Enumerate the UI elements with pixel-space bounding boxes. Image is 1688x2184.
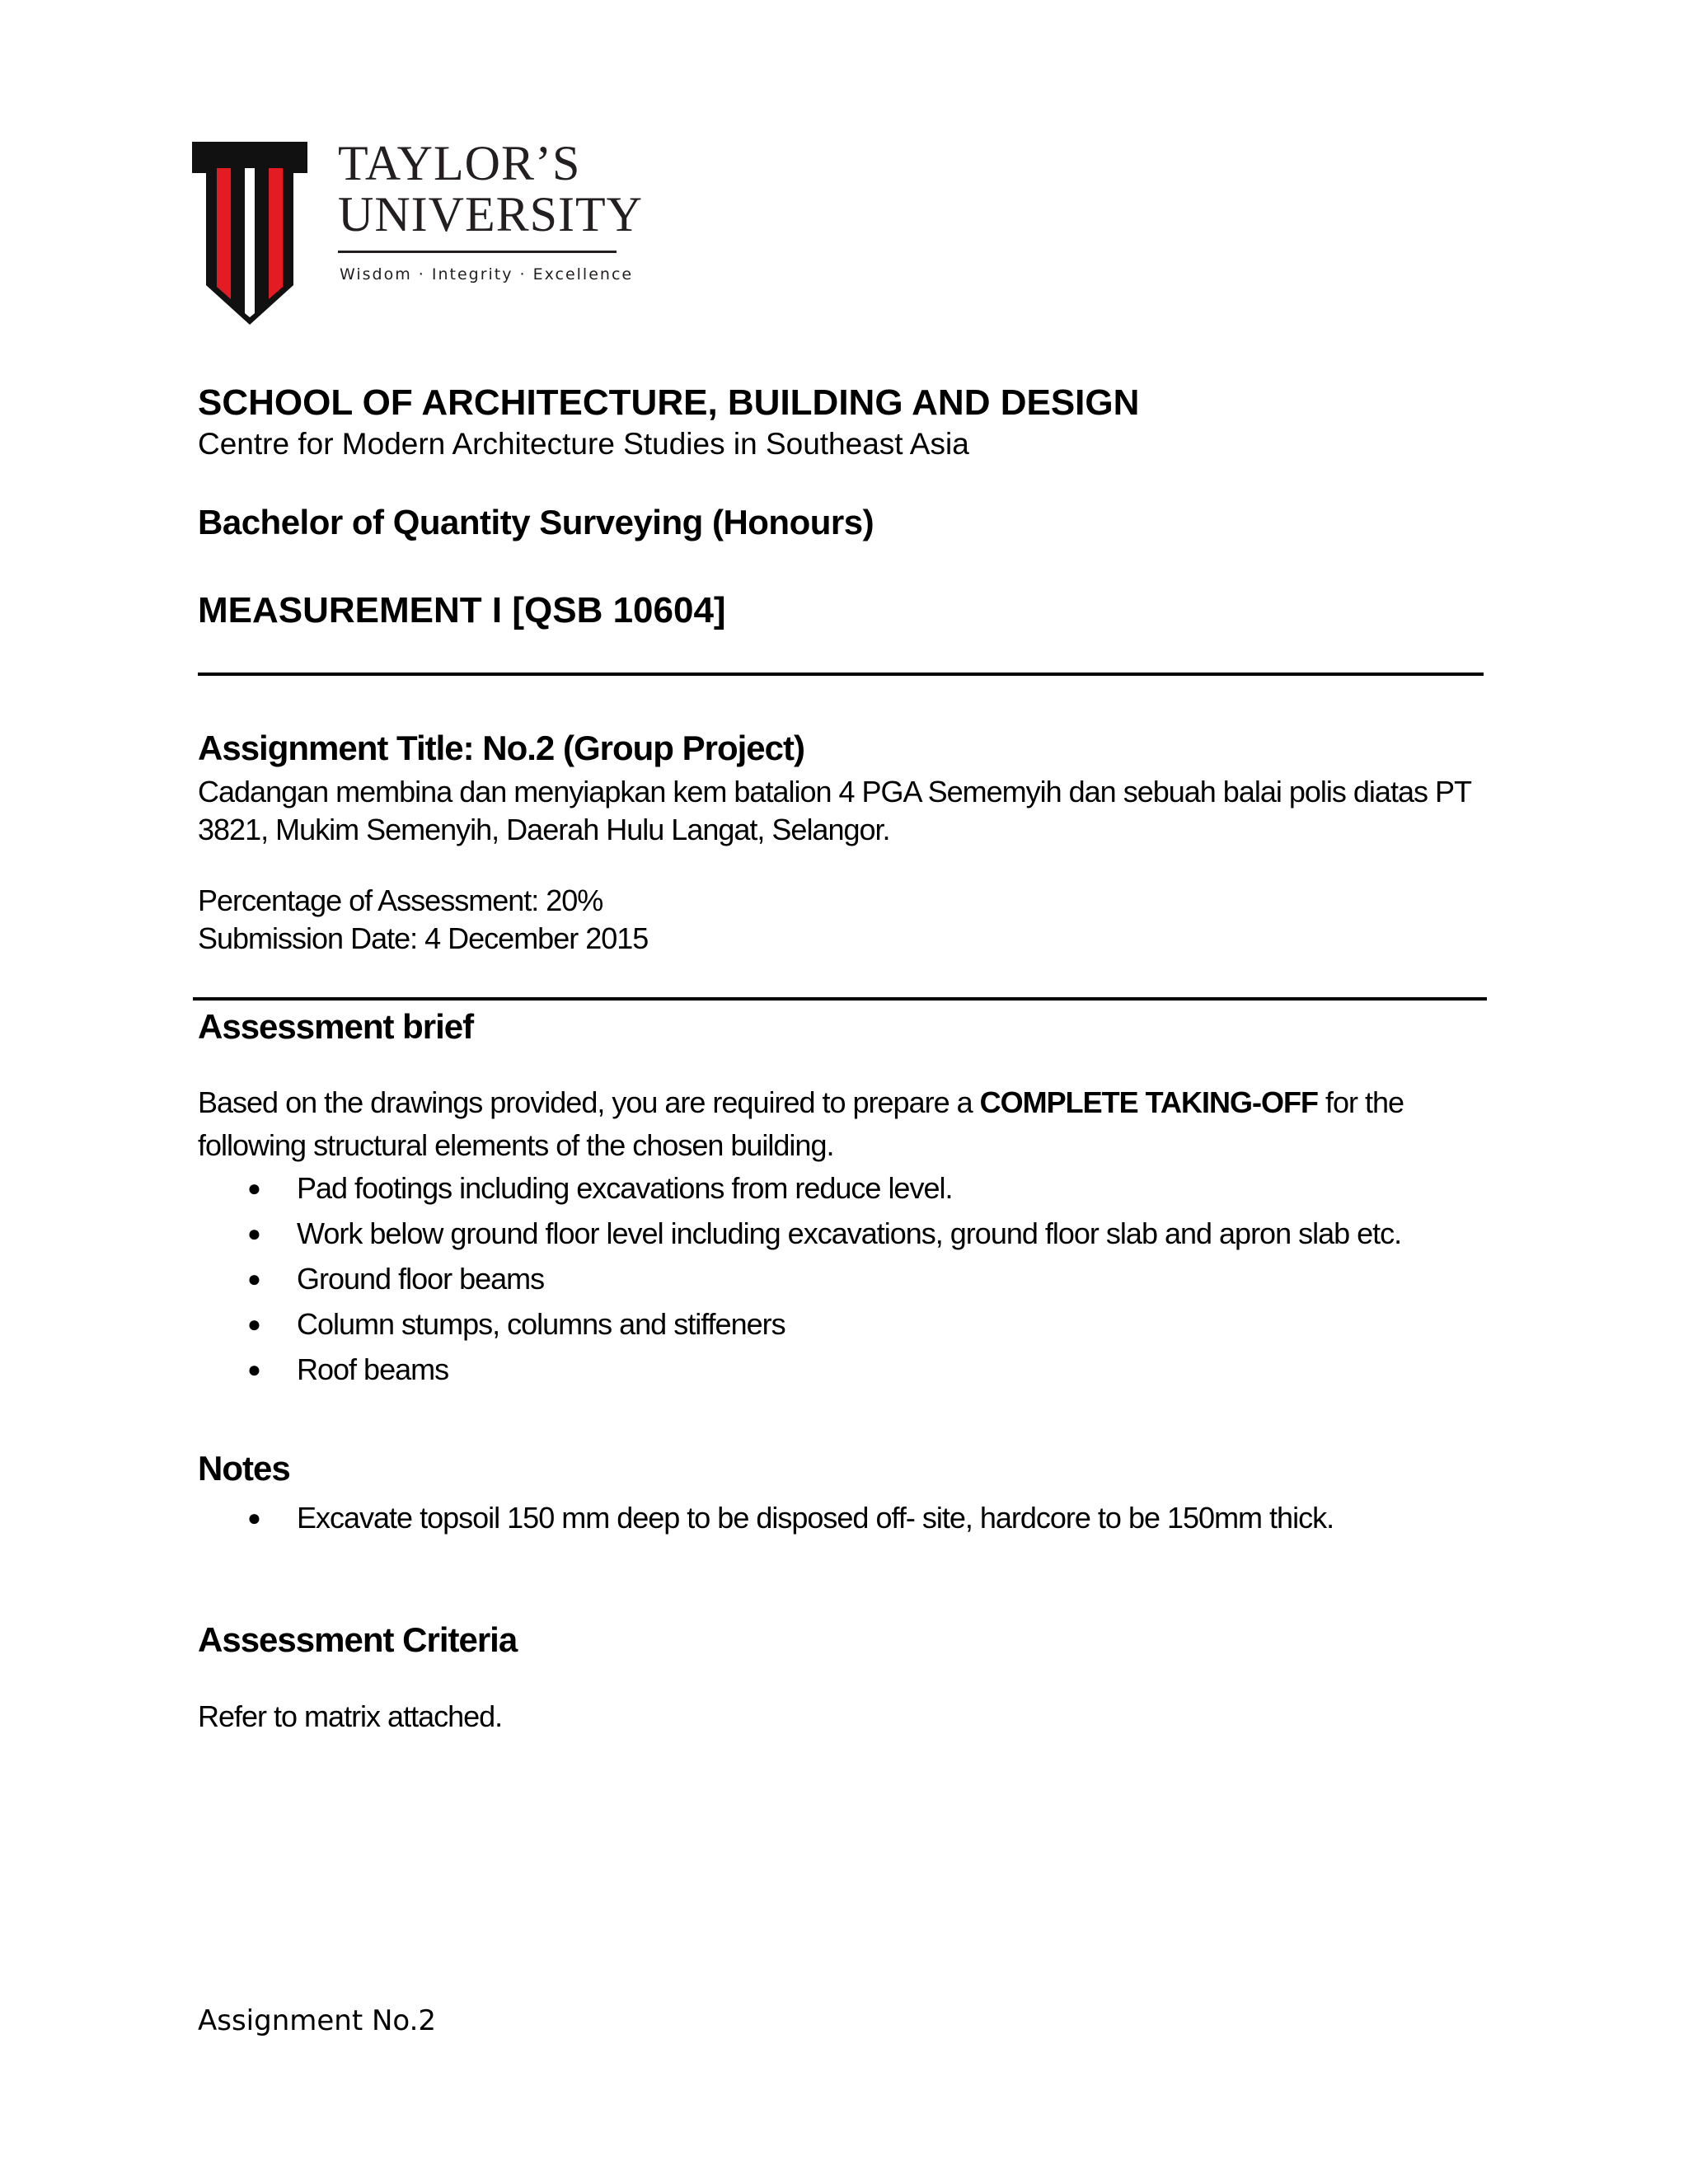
list-item [198, 1495, 1484, 1540]
list-item [198, 1347, 1484, 1392]
course-title: MEASUREMENT I [QSB 10604] [198, 590, 726, 630]
centre-name: Centre for Modern Architecture Studies in Southeast Asia [198, 427, 969, 461]
bullet-icon: ● [247, 1266, 260, 1291]
criteria-heading: Assessment Criteria [198, 1620, 518, 1659]
logo-divider [338, 251, 617, 253]
list-item [198, 1211, 1484, 1256]
list-item-text: Ground floor beams [297, 1262, 545, 1296]
submission-date: Submission Date: 4 December 2015 [198, 921, 649, 955]
list-item [198, 1256, 1484, 1301]
logo-name-line2: UNIVERSITY [338, 187, 643, 241]
page-footer: Assignment No.2 [198, 2004, 437, 2037]
shield-emblem-icon [190, 138, 313, 326]
assignment-title: Assignment Title: No.2 (Group Project) [198, 729, 804, 767]
notes-list [198, 1495, 1484, 1540]
list-item-text: Work below ground floor level including excavations, ground floor slab and apron slab etc. [297, 1216, 1402, 1250]
list-item-text: Roof beams [297, 1352, 449, 1386]
brief-items-list [198, 1165, 1484, 1392]
bullet-icon: ● [247, 1311, 260, 1337]
degree-title: Bachelor of Quantity Surveying (Honours) [198, 503, 874, 541]
logo-name-line1: TAYLOR’S [338, 136, 581, 190]
bullet-icon: ● [247, 1357, 260, 1382]
bullet-icon: ● [247, 1175, 260, 1201]
notes-heading: Notes [198, 1449, 290, 1488]
list-item-text: Column stumps, columns and stiffeners [297, 1307, 785, 1341]
list-item [198, 1165, 1484, 1211]
section-divider [193, 997, 1487, 1001]
school-name: SCHOOL OF ARCHITECTURE, BUILDING AND DESIGN [198, 382, 1140, 423]
brief-intro-before: Based on the drawings provided, you are required to prepare a [198, 1085, 980, 1119]
brief-intro-after: for the following structural elements of the chosen building. [198, 1085, 1404, 1162]
assignment-description: Cadangan membina dan menyiapkan kem batalion 4 PGA Sememyih dan sebuah balai polis diatas PT 3821, Mukim Semenyih, Daerah Hulu Langat, Selangor. [198, 775, 1471, 846]
header-divider [198, 673, 1484, 676]
university-logo [190, 136, 643, 326]
assessment-percentage: Percentage of Assessment: 20% [198, 883, 603, 917]
criteria-text: Refer to matrix attached. [198, 1699, 503, 1733]
bullet-icon: ● [247, 1221, 260, 1246]
bullet-icon: ● [247, 1505, 260, 1530]
brief-intro [198, 1081, 1500, 1167]
list-item [198, 1301, 1484, 1347]
brief-intro-bold: COMPLETE TAKING-OFF [979, 1085, 1318, 1119]
logo-motto: Wisdom · Integrity · Excellence [340, 265, 634, 284]
brief-heading: Assessment brief [198, 1007, 474, 1046]
list-item-text: Excavate topsoil 150 mm deep to be disposed off- site, hardcore to be 150mm thick. [297, 1501, 1334, 1535]
list-item-text: Pad footings including excavations from reduce level. [297, 1171, 953, 1205]
